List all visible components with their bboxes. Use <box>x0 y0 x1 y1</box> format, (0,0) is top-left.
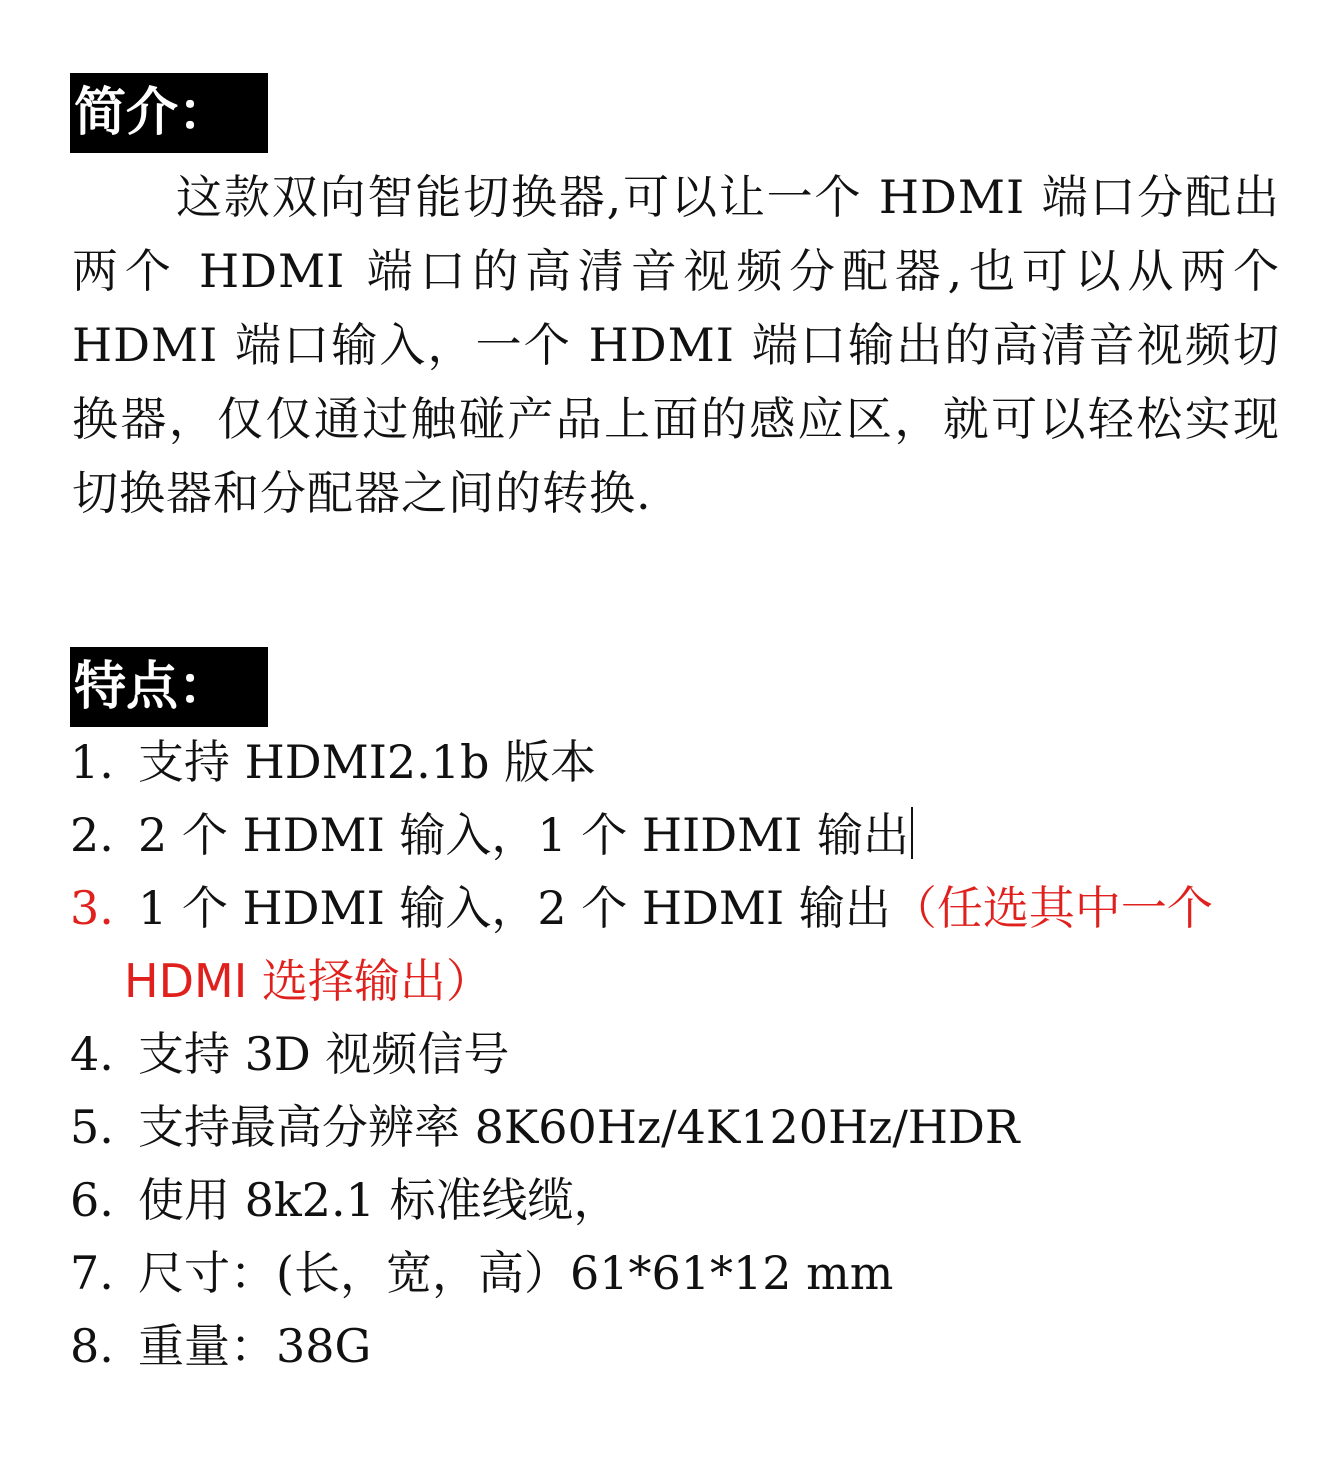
feature-item-7 <box>70 1237 1285 1310</box>
feature-item-3 <box>70 872 1285 1018</box>
feature-text: 重量：38G <box>138 1319 372 1373</box>
feature-number: 7. <box>70 1246 114 1300</box>
feature-item-4 <box>70 1018 1285 1091</box>
feature-item-1 <box>70 726 1285 799</box>
feature-note-hdmi: HDMI <box>124 954 248 1008</box>
feature-note: （任选其中一个 <box>890 881 1213 935</box>
feature-text: 1 个 HDMI 输入，2 个 HDMI 输出 <box>138 881 891 935</box>
features-list <box>70 726 1285 1383</box>
feature-item-6 <box>70 1164 1285 1237</box>
feature-text: 支持 HDMI2.1b 版本 <box>138 735 597 789</box>
feature-item-2 <box>70 799 1285 872</box>
feature-text: 支持 3D 视频信号 <box>138 1027 510 1081</box>
feature-number: 1. <box>70 735 114 789</box>
feature-number: 6. <box>70 1173 114 1227</box>
feature-number: 8. <box>70 1319 114 1373</box>
feature-text: 尺寸：(长，宽，高）61*61*12 mm <box>138 1246 894 1300</box>
feature-text: 使用 8k2.1 标准线缆， <box>138 1173 620 1227</box>
feature-text: 2 个 HDMI 输入，1 个 HIDMI 输出 <box>138 808 909 862</box>
feature-number: 5. <box>70 1100 114 1154</box>
intro-paragraph: 这款双向智能切换器,可以让一个 HDMI 端口分配出两个 HDMI 端口的高清音视频分配器,也可以从两个 HDMI 端口输入，一个 HDMI 端口输出的高清音视频切换器，仅仅通过触碰产品上面的感应区，就可以轻松实现切换器和分配器之间的转换. <box>72 170 1280 520</box>
text-cursor <box>911 807 913 859</box>
feature-item-8 <box>70 1310 1285 1383</box>
feature-number: 3. <box>70 881 114 935</box>
features-heading: 特点： <box>70 647 268 727</box>
feature-number: 4. <box>70 1027 114 1081</box>
feature-number: 2. <box>70 808 114 862</box>
feature-item-5 <box>70 1091 1285 1164</box>
intro-heading: 简介： <box>70 73 268 153</box>
feature-note-end: 选择输出） <box>247 954 492 1008</box>
feature-text: 支持最高分辨率 8K60Hz/4K120Hz/HDR <box>138 1100 1020 1154</box>
